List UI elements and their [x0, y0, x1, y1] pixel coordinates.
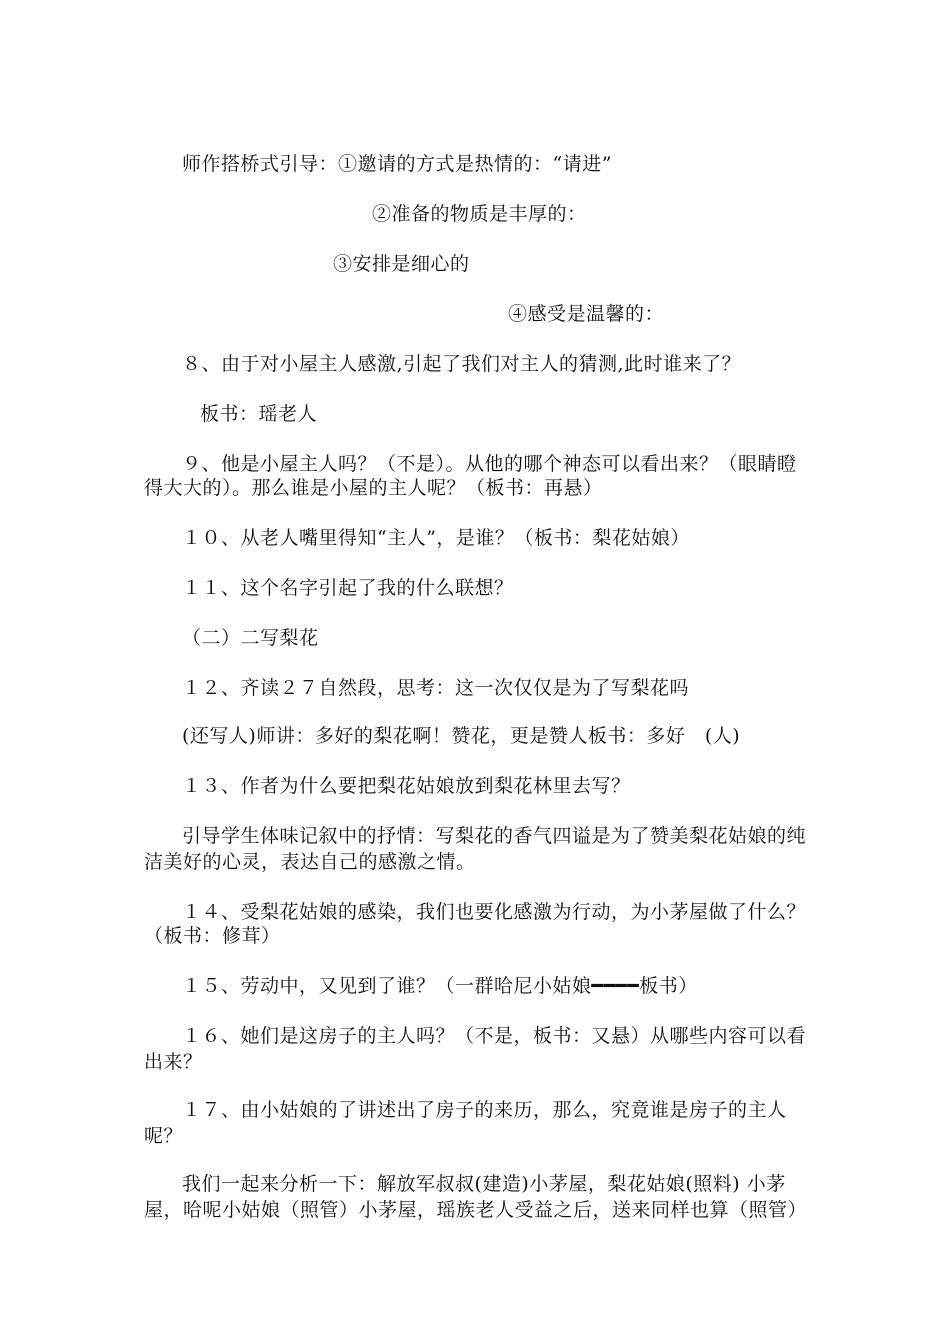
text-line: ④感受是温馨的： — [508, 303, 665, 325]
text-line: １６、她们是这房子的主人吗？（不是，板书：又悬）从哪些内容可以看 — [182, 1025, 807, 1047]
text-line: （二）二写梨花 — [182, 627, 319, 649]
text-line: 师作搭桥式引导：①邀请的方式是热情的：“请进” — [182, 153, 612, 175]
text-line: １７、由小姑娘的了讲述出了房子的来历，那么，究竟谁是房子的主人 — [182, 1099, 787, 1121]
text-line: 洁美好的心灵，表达自己的感激之情。 — [144, 851, 476, 873]
text-line: 出来？ — [144, 1051, 203, 1073]
text-line: ③安排是细心的 — [333, 253, 470, 275]
text-line: ９、他是小屋主人吗？（不是）。从他的哪个神态可以看出来？（眼睛瞪 — [182, 453, 797, 475]
text-line: ８、由于对小屋主人感激,引起了我们对主人的猜测,此时谁来了？ — [182, 353, 742, 375]
text-line: 我们一起来分析一下：解放军叔叔(建造)小茅屋，梨花姑娘(照料) 小茅 — [182, 1173, 786, 1195]
text-line: 呢？ — [144, 1125, 184, 1147]
text-line: 板书：瑶老人 — [200, 403, 318, 425]
text-line: １５、劳动中，又见到了谁？（一群哈尼小姑娘━━━━板书） — [182, 975, 698, 997]
text-line: 屋，哈呢小姑娘（照管）小茅屋，瑶族老人受益之后，送来同样也算（照管） — [144, 1199, 808, 1221]
text-line: 得大大的）。那么谁是小屋的主人呢？（板书：再悬） — [144, 477, 603, 499]
text-line: １３、作者为什么要把梨花姑娘放到梨花林里去写？ — [182, 775, 631, 797]
text-line: １２、齐读２７自然段，思考：这一次仅仅是为了写梨花吗 — [182, 677, 690, 699]
text-line: １４、受梨花姑娘的感染，我们也要化感激为行动，为小茅屋做了什么？ — [182, 901, 807, 923]
text-line: （板书：修茸） — [144, 925, 281, 947]
text-line: (还写人)师讲：多好的梨花啊！赞花，更是赞人板书：多好 (人) — [182, 725, 741, 747]
text-line: １１、这个名字引起了我的什么联想？ — [182, 577, 514, 599]
text-line: ②准备的物质是丰厚的： — [372, 203, 587, 225]
text-line: １０、从老人嘴里得知“主人”，是谁？（板书：梨花姑娘） — [182, 527, 690, 549]
text-line: 引导学生体味记叙中的抒情：写梨花的香气四谥是为了赞美梨花姑娘的纯 — [182, 825, 807, 847]
